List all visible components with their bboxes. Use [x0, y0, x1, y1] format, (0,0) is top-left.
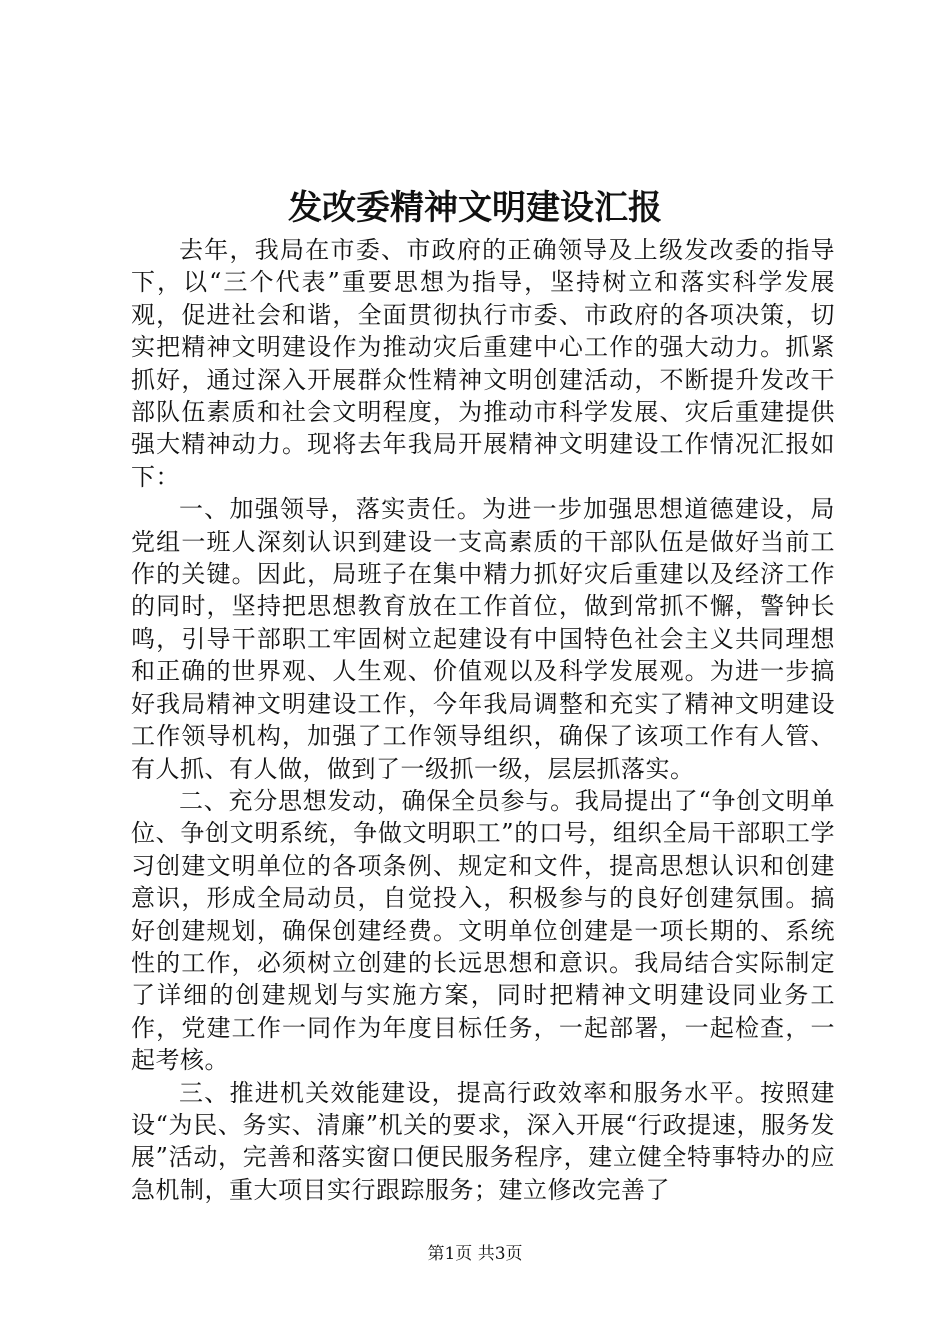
paragraph-section-2: 二、充分思想发动，确保全员参与。我局提出了“争创文明单位、争创文明系统，争做文明职工”的口号，组织全局干部职工学习创建文明单位的各项条例、规定和文件，提高思想认识和创建意识，形成全局动员，自觉投入，积极参与的良好创建氛围。搞好创建规划，确保创建经费。文明单位创建是一项长期的、系统性的工作，必须树立创建的长远思想和意识。我局结合实际制定了详细的创建规划与实施方案，同时把精神文明建设同业务工作，党建工作一同作为年度目标任务，一起部署，一起检查，一起考核。: [131, 786, 835, 1075]
page-number-footer: 第1页 共3页: [427, 1244, 523, 1264]
document-title: 发改委精神文明建设汇报: [288, 188, 662, 228]
paragraph-section-3: 三、推进机关效能建设，提高行政效率和服务水平。按照建设“为民、务实、清廉”机关的要求，深入开展“行政提速，服务发展”活动，完善和落实窗口便民服务程序，建立健全特事特办的应急机制，重大项目实行跟踪服务；建立修改完善了: [131, 1078, 835, 1204]
document-body: [131, 234, 835, 1206]
paragraph-intro: 去年，我局在市委、市政府的正确领导及上级发改委的指导下，以“三个代表”重要思想为指导，坚持树立和落实科学发展观，促进社会和谐，全面贯彻执行市委、市政府的各项决策，切实把精神文明建设作为推动灾后重建中心工作的强大动力。抓紧抓好，通过深入开展群众性精神文明创建活动，不断提升发改干部队伍素质和社会文明程度，为推动市科学发展、灾后重建提供强大精神动力。现将去年我局开展精神文明建设工作情况汇报如下：: [131, 236, 835, 491]
paragraph-section-1: 一、加强领导，落实责任。为进一步加强思想道德建设，局党组一班人深刻认识到建设一支高素质的干部队伍是做好当前工作的关键。因此，局班子在集中精力抓好灾后重建以及经济工作的同时，坚持把思想教育放在工作首位，做到常抓不懈，警钟长鸣，引导干部职工牢固树立起建设有中国特色社会主义共同理想和正确的世界观、人生观、价值观以及科学发展观。为进一步搞好我局精神文明建设工作，今年我局调整和充实了精神文明建设工作领导机构，加强了工作领导组织，确保了该项工作有人管、有人抓、有人做，做到了一级抓一级，层层抓落实。: [131, 495, 835, 783]
